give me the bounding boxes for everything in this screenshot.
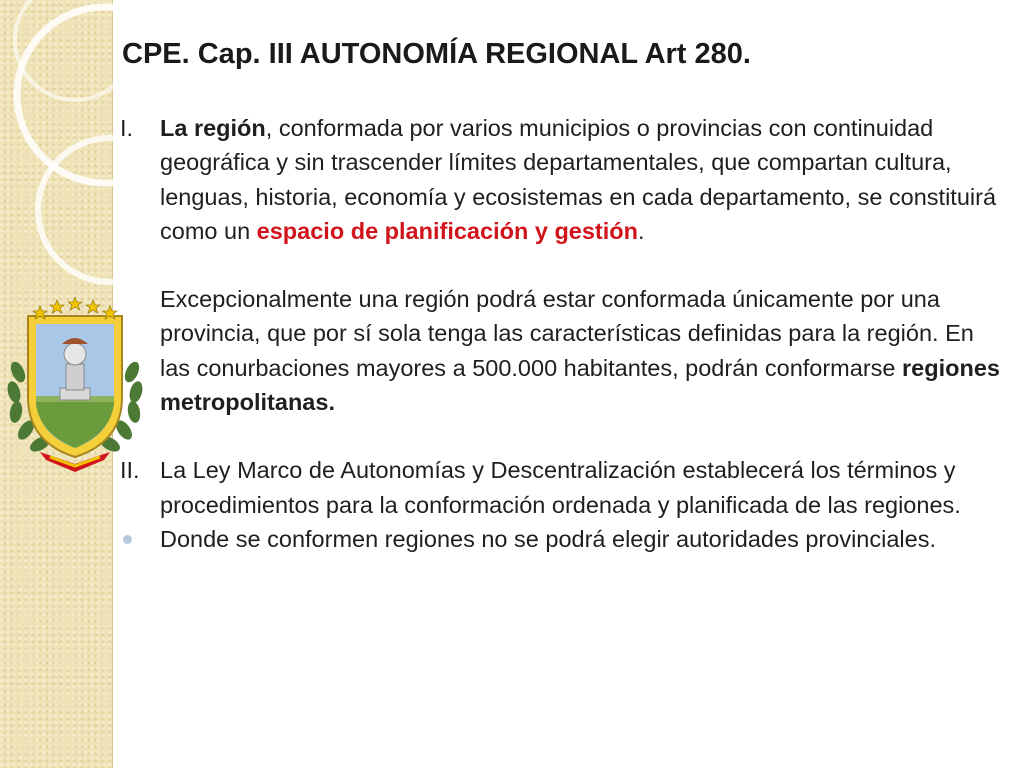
bullet-item (120, 522, 1000, 556)
section-i-text: La región, conformada por varios municipios o provincias con continuidad geográfica y sin trascender límites departamentales, que compartan cultura, lenguas, historia, economía y ecosistemas en cada departamento, se constituirá como un espacio de planificación y gestión. (160, 115, 997, 244)
highlighted-phrase: espacio de planificación y gestión (256, 217, 638, 244)
metropolitan-regions-term: regiones metropolitanas. (160, 354, 1000, 416)
bullet-text: Donde se conformen regiones no se podrá elegir autoridades provinciales. (160, 525, 936, 552)
section-i-exception-text: Excepcionalmente una región podrá estar conformada únicamente por una provincia, que por sí sola tenga las características definidas para la región. En las conurbaciones mayores a 500.000 habitantes, podrán conformarse regiones metropolitanas. (160, 286, 1000, 416)
article-section-i-exception (120, 282, 1000, 419)
article-section-i (120, 111, 1000, 248)
slide-body (120, 111, 1000, 556)
section-marker-ii: II. (120, 457, 140, 484)
region-term: La región (160, 115, 266, 141)
bullet-icon (123, 535, 132, 544)
section-marker-i: I. (120, 115, 134, 141)
decorative-circles (0, 0, 140, 300)
article-section-ii (120, 453, 1000, 522)
slide-title: CPE. Cap. III AUTONOMÍA REGIONAL Art 280. (122, 38, 751, 70)
section-ii-text: La Ley Marco de Autonomías y Descentralización establecerá los términos y procedimientos para la conformación ordenada y planificada de las regiones. (160, 457, 961, 518)
